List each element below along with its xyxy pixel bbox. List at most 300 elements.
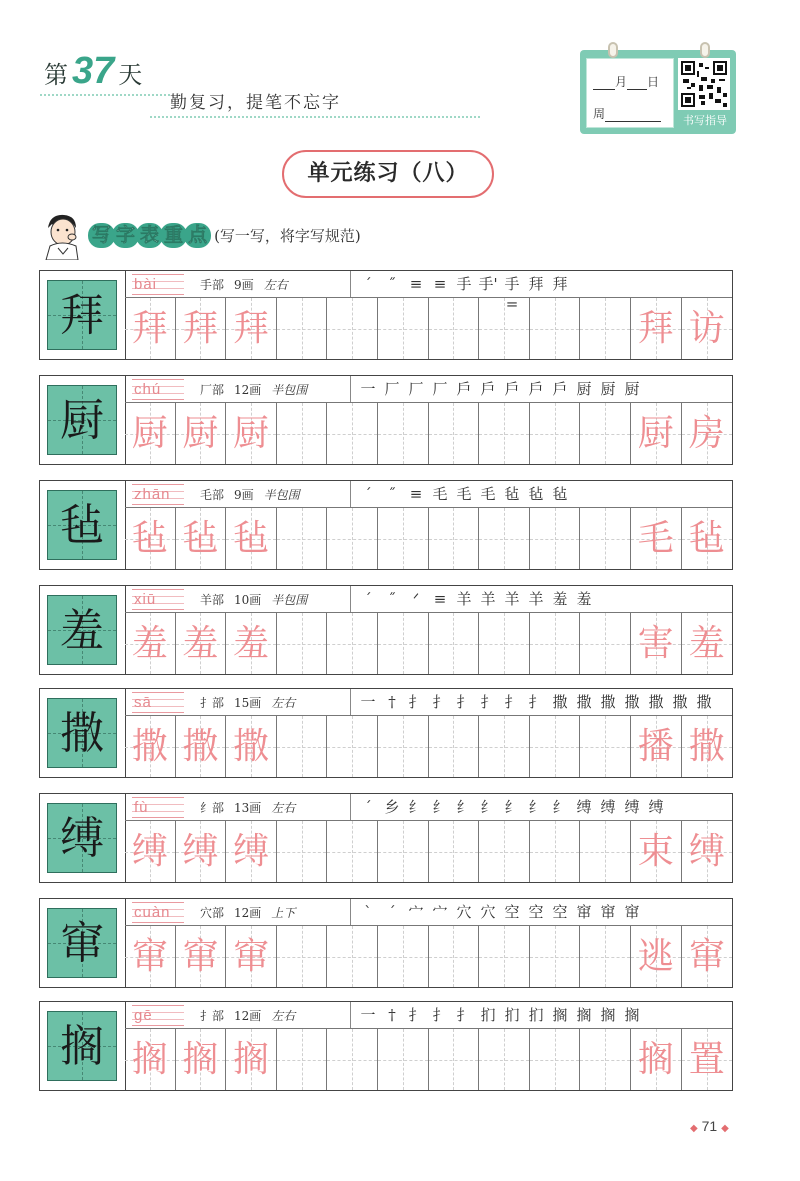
practice-cell[interactable] [226,716,277,777]
practice-cell[interactable] [479,613,530,674]
stroke-step: 窜 [624,903,640,921]
char-row [39,480,733,570]
info-divider [350,271,351,297]
pinyin: chú [134,381,162,398]
practice-cell[interactable] [327,403,378,464]
stroke-order [356,692,716,712]
radical: 穴部 [200,906,225,920]
pinyin: cuàn [134,904,171,921]
practice-cell[interactable] [631,926,682,987]
practice-cell[interactable] [378,821,429,882]
practice-grid [125,297,732,359]
stroke-step: 撒 [672,693,688,711]
practice-cell[interactable] [429,403,480,464]
structure: 上下 [271,906,296,920]
section-head [36,210,361,260]
practice-cell[interactable] [631,298,682,359]
stroke-step: 毡 [528,485,544,503]
practice-cell[interactable] [429,298,480,359]
stroke-step: ˊ [388,903,396,921]
practice-cell[interactable] [682,298,733,359]
stroke-step: ˝ [388,485,396,503]
stroke-step: 扌 [456,693,472,711]
char-info [200,591,317,608]
stroke-step: 羊 [528,590,544,608]
dotted-divider [40,94,170,96]
practice-cell[interactable] [682,821,733,882]
practice-cell[interactable] [682,613,733,674]
practice-cell[interactable] [580,613,631,674]
practice-cell[interactable] [378,716,429,777]
model-char: 毡 [60,500,104,551]
model-char-box [47,595,117,665]
pinyin-box [132,589,184,610]
stroke-step: 扌 [432,693,448,711]
char-info [200,799,305,816]
stroke-step: 穴 [480,903,496,921]
practice-cell[interactable] [277,821,328,882]
practice-cell[interactable] [327,716,378,777]
practice-cell[interactable] [277,403,328,464]
tracing-char: 播 [637,726,674,767]
pinyin-box [132,1005,184,1026]
practice-cell[interactable] [429,926,480,987]
structure: 左右 [263,278,288,292]
stroke-count: 9画 [234,278,254,292]
tracing-char: 访 [688,308,725,349]
practice-cell[interactable] [530,298,581,359]
practice-cell[interactable] [226,926,277,987]
tracing-char: 置 [688,1039,725,1080]
day-blank[interactable] [627,76,647,90]
practice-cell[interactable] [277,298,328,359]
practice-cell[interactable] [479,298,530,359]
stroke-step: 窜 [576,903,592,921]
practice-cell[interactable] [176,926,227,987]
practice-cell[interactable] [277,716,328,777]
practice-cell[interactable] [226,403,277,464]
pinyin-box [132,484,184,505]
practice-cell[interactable] [682,716,733,777]
stroke-step: 空 [504,903,520,921]
info-divider [350,899,351,925]
char-info [200,694,305,711]
section-tag-char: 写 [88,223,115,248]
practice-grid [125,715,732,777]
stroke-step: 一 [360,1006,376,1024]
char-info [200,486,310,503]
info-divider [350,689,351,715]
practice-cell[interactable] [378,1029,429,1090]
stroke-step: 乡 [384,798,400,816]
practice-cell[interactable] [479,821,530,882]
practice-cell[interactable] [580,821,631,882]
pinyin: gē [134,1007,153,1024]
practice-cell[interactable] [631,821,682,882]
stroke-count: 12画 [234,906,262,920]
stroke-step: † [388,1006,396,1024]
practice-cell[interactable] [479,1029,530,1090]
tracing-char: 羞 [232,623,269,664]
stroke-step: 毛 [432,485,448,503]
practice-cell[interactable] [176,716,227,777]
practice-cell[interactable] [327,926,378,987]
practice-cell[interactable] [631,508,682,569]
practice-cell[interactable] [682,403,733,464]
stroke-order [356,902,644,922]
practice-cell[interactable] [530,716,581,777]
model-char: 缚 [60,813,104,864]
practice-cell[interactable] [580,1029,631,1090]
radical: 厂部 [200,383,225,397]
info-divider [350,794,351,820]
info-divider [350,586,351,612]
practice-cell[interactable] [530,403,581,464]
practice-cell[interactable] [226,1029,277,1090]
tracing-char: 撒 [232,726,269,767]
practice-cell[interactable] [429,508,480,569]
stroke-step: 扪 [480,1006,496,1024]
tracing-char: 毛 [637,518,674,559]
tracing-char: 窜 [131,936,168,977]
practice-cell[interactable] [580,508,631,569]
char-info [200,381,317,398]
model-char-box [47,490,117,560]
model-char-box [47,803,117,873]
practice-cell[interactable] [327,508,378,569]
tracing-char: 搁 [182,1039,219,1080]
stroke-step: ˊ [364,590,372,608]
practice-cell[interactable] [631,613,682,674]
info-divider [350,1002,351,1028]
char-row [39,1001,733,1091]
practice-cell[interactable] [479,403,530,464]
stroke-order [356,797,668,817]
stroke-step: 撒 [600,693,616,711]
radical: 纟部 [200,801,225,815]
stroke-step: 毡 [552,485,568,503]
stroke-step: 穴 [456,903,472,921]
stroke-step: † [388,693,396,711]
practice-cell[interactable] [580,926,631,987]
tracing-char: 窜 [688,936,725,977]
section-tag-char: 点 [184,223,211,248]
tracing-char: 搁 [131,1039,168,1080]
radical: 扌部 [200,696,225,710]
stroke-step: 扌 [528,693,544,711]
model-char-box [47,385,117,455]
tracing-char: 厨 [637,413,674,454]
structure: 左右 [271,1009,296,1023]
model-char-box [47,698,117,768]
pinyin: fù [134,799,149,816]
practice-cell[interactable] [682,508,733,569]
stroke-step: ˝ [388,275,396,293]
tracing-char: 害 [637,623,674,664]
stroke-step: 厨 [624,380,640,398]
stroke-order [356,484,572,504]
diamond-icon: ◆ [721,1123,729,1134]
model-char: 搁 [60,1021,104,1072]
tracing-char: 逃 [637,936,674,977]
stroke-step: 扪 [528,1006,544,1024]
structure: 半包围 [263,488,300,502]
stroke-step: 搁 [624,1006,640,1024]
practice-cell[interactable] [277,926,328,987]
stroke-step: 窜 [600,903,616,921]
practice-cell[interactable] [277,613,328,674]
practice-cell[interactable] [378,298,429,359]
practice-cell[interactable] [176,613,227,674]
stroke-count: 13画 [234,801,262,815]
stroke-step: 戶 [552,380,568,398]
stroke-step: 搁 [576,1006,592,1024]
practice-cell[interactable] [327,613,378,674]
practice-cell[interactable] [125,821,176,882]
practice-cell[interactable] [682,1029,733,1090]
tracing-char: 毡 [182,518,219,559]
structure: 左右 [271,801,296,815]
dotted-divider [150,116,480,118]
tracing-char: 撒 [688,726,725,767]
stroke-step: 纟 [456,798,472,816]
practice-cell[interactable] [176,403,227,464]
page-number-wrap [690,1118,729,1134]
qr-label: 书写指导 [683,114,727,127]
stroke-step: 手' [478,275,498,293]
stroke-step: 手= [504,275,520,313]
char-info [200,1007,305,1024]
practice-cell[interactable] [580,716,631,777]
stroke-step: ≡ [433,275,447,293]
practice-cell[interactable] [429,716,480,777]
practice-cell[interactable] [125,716,176,777]
tracing-char: 拜 [637,308,674,349]
tracing-char: 搁 [232,1039,269,1080]
pinyin-box [132,379,184,400]
practice-cell[interactable] [176,821,227,882]
practice-cell[interactable] [125,1029,176,1090]
day-suffix: 天 [118,61,143,89]
stroke-step: 羊 [456,590,472,608]
pinyin-box [132,274,184,295]
practice-cell[interactable] [125,508,176,569]
practice-cell[interactable] [226,821,277,882]
tracing-char: 毡 [131,518,168,559]
tracing-char: 毡 [688,518,725,559]
stroke-step: 纟 [552,798,568,816]
practice-cell[interactable] [378,926,429,987]
practice-cell[interactable] [327,1029,378,1090]
stroke-step: 撒 [576,693,592,711]
practice-cell[interactable] [429,821,480,882]
practice-cell[interactable] [125,926,176,987]
tracing-char: 厨 [232,413,269,454]
qr-code-icon[interactable] [678,58,730,110]
pinyin: zhān [134,486,171,503]
month-day-row [593,73,659,90]
stroke-step: ᐟ [412,590,420,608]
stroke-step: ≡ [409,275,423,293]
stroke-order [356,589,596,609]
structure: 半包围 [271,383,308,397]
stroke-step: 空 [528,903,544,921]
stroke-step: ˊ [364,275,372,293]
tracing-char: 拜 [182,308,219,349]
char-row [39,270,733,360]
stroke-step: 厨 [576,380,592,398]
stroke-step: 手 [456,275,472,293]
structure: 半包围 [271,593,308,607]
stroke-step: 纟 [504,798,520,816]
stroke-step: 扌 [480,693,496,711]
pinyin: bài [134,276,158,293]
practice-cell[interactable] [176,1029,227,1090]
stroke-count: 9画 [234,488,254,502]
section-tag-char: 重 [160,223,187,248]
info-divider [350,481,351,507]
stroke-step: 拜 [528,275,544,293]
stroke-step: ˋ [364,903,372,921]
model-char-box [47,908,117,978]
stroke-step: 戶 [456,380,472,398]
stroke-step: 扪 [504,1006,520,1024]
day-number: 37 [72,50,115,92]
stroke-step: 搁 [600,1006,616,1024]
pinyin-box [132,797,184,818]
tracing-char: 拜 [131,308,168,349]
stroke-step: 毛 [480,485,496,503]
stroke-step: ˝ [388,590,396,608]
practice-cell[interactable] [429,613,480,674]
practice-cell[interactable] [530,613,581,674]
stroke-step: ˊ [364,485,372,503]
structure: 左右 [271,696,296,710]
practice-cell[interactable] [530,926,581,987]
practice-cell[interactable] [226,298,277,359]
stroke-step: 羞 [576,590,592,608]
practice-cell[interactable] [429,1029,480,1090]
boy-mascot-icon [36,210,86,260]
week-blank[interactable] [605,108,661,122]
stroke-step: 宀 [432,903,448,921]
stroke-step: 纟 [408,798,424,816]
pinyin-box [132,692,184,713]
practice-cell[interactable] [580,298,631,359]
unit-title: 单元练习（八） [282,150,494,198]
tracing-char: 拜 [232,308,269,349]
stroke-step: ≡ [409,485,423,503]
practice-cell[interactable] [530,508,581,569]
tracing-char: 缚 [131,831,168,872]
practice-grid [125,402,732,464]
stroke-count: 12画 [234,383,262,397]
stroke-count: 10画 [234,593,262,607]
pinyin-box [132,902,184,923]
practice-cell[interactable] [176,508,227,569]
stroke-step: 厂 [384,380,400,398]
practice-cell[interactable] [530,821,581,882]
tracing-char: 羞 [688,623,725,664]
stroke-step: 纟 [528,798,544,816]
stroke-step: 厂 [408,380,424,398]
practice-cell[interactable] [125,403,176,464]
practice-cell[interactable] [378,508,429,569]
practice-cell[interactable] [580,403,631,464]
tracing-char: 羞 [182,623,219,664]
char-info [200,904,305,921]
tracing-char: 缚 [182,831,219,872]
practice-cell[interactable] [530,1029,581,1090]
month-label: 月 [615,75,628,89]
stroke-step: 拜 [552,275,568,293]
stroke-count: 12画 [234,1009,262,1023]
stroke-step: 戶 [528,380,544,398]
practice-cell[interactable] [479,508,530,569]
practice-cell[interactable] [479,926,530,987]
section-note: (写一写，将字写规范) [214,226,361,245]
practice-cell[interactable] [125,298,176,359]
tracing-char: 撒 [131,726,168,767]
practice-cell[interactable] [327,298,378,359]
radical: 手部 [200,278,225,292]
practice-cell[interactable] [226,508,277,569]
char-row [39,585,733,675]
tracing-char: 厨 [182,413,219,454]
tracing-char: 窜 [182,936,219,977]
month-blank[interactable] [593,76,615,90]
radical: 毛部 [200,488,225,502]
practice-cell[interactable] [631,403,682,464]
section-tag [88,223,208,248]
stroke-step: 纟 [480,798,496,816]
model-char: 拜 [60,290,104,341]
tracing-char: 房 [688,413,725,454]
practice-cell[interactable] [176,298,227,359]
pinyin: sā [134,694,152,711]
stroke-step: 缚 [624,798,640,816]
motto: 勤复习，提笔不忘字 [170,93,341,113]
practice-grid [125,507,732,569]
practice-cell[interactable] [327,821,378,882]
stroke-step: 羊 [480,590,496,608]
practice-cell[interactable] [682,926,733,987]
practice-cell[interactable] [277,508,328,569]
info-divider [350,376,351,402]
binder-ring-icon [700,42,710,58]
stroke-step: 扌 [408,693,424,711]
diamond-icon: ◆ [690,1123,698,1134]
practice-cell[interactable] [277,1029,328,1090]
stroke-step: 戶 [504,380,520,398]
char-info [200,276,298,293]
stroke-step: 撒 [696,693,712,711]
practice-cell[interactable] [226,613,277,674]
practice-cell[interactable] [479,716,530,777]
stroke-step: 空 [552,903,568,921]
practice-cell[interactable] [378,403,429,464]
practice-cell[interactable] [125,613,176,674]
stroke-step: ˊ [364,798,372,816]
section-tag-char: 字 [112,223,139,248]
tracing-char: 缚 [688,831,725,872]
day-title [44,50,142,93]
practice-grid [125,1028,732,1090]
practice-cell[interactable] [631,1029,682,1090]
char-row [39,898,733,988]
practice-cell[interactable] [631,716,682,777]
practice-cell[interactable] [378,613,429,674]
